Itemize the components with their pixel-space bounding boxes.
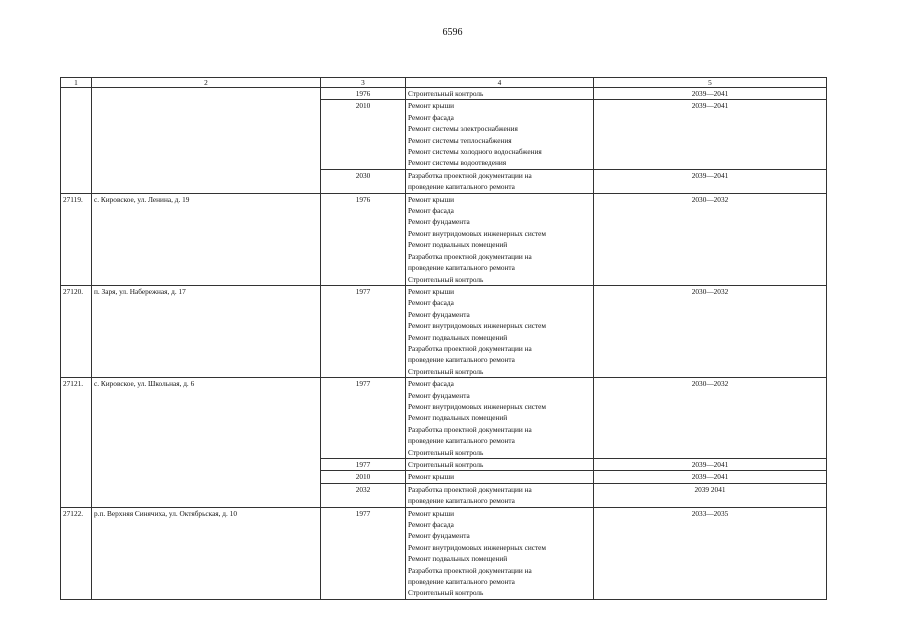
works-cell bbox=[406, 507, 594, 599]
work-item: Ремонт крыши bbox=[408, 508, 455, 518]
works-cell bbox=[406, 471, 594, 483]
period-cell: 2039—2041 bbox=[594, 459, 827, 471]
period-cell: 2039 2041 bbox=[594, 483, 827, 507]
year-cell: 1976 bbox=[321, 88, 406, 100]
table-row bbox=[61, 88, 827, 100]
address-cell bbox=[92, 88, 321, 194]
period-cell: 2039—2041 bbox=[594, 88, 827, 100]
work-item: Строительный контроль bbox=[408, 447, 484, 457]
row-number-cell: 27122. bbox=[61, 507, 92, 599]
works-cell bbox=[406, 459, 594, 471]
work-item: Ремонт фасада bbox=[408, 520, 454, 530]
work-item: Разработка проектной документации на bbox=[408, 170, 532, 180]
capital-repair-table bbox=[60, 77, 827, 600]
work-item: Ремонт фасада bbox=[408, 112, 454, 122]
work-item: Ремонт подвальных помещений bbox=[408, 332, 508, 342]
page-number: 6596 bbox=[442, 27, 463, 38]
table-row bbox=[61, 378, 827, 459]
year-cell: 2032 bbox=[321, 483, 406, 507]
work-item: Строительный контроль bbox=[408, 274, 484, 284]
column-header: 4 bbox=[406, 78, 594, 88]
work-item: проведение капитального ремонта bbox=[408, 263, 515, 273]
year-cell: 2030 bbox=[321, 169, 406, 193]
work-item: Ремонт фундамента bbox=[408, 531, 470, 541]
row-number-cell: 27120. bbox=[61, 285, 92, 377]
column-header: 5 bbox=[594, 78, 827, 88]
work-item: проведение капитального ремонта bbox=[408, 436, 515, 446]
address-cell: с. Кировское, ул. Ленина, д. 19 bbox=[92, 193, 321, 285]
work-item: Ремонт крыши bbox=[408, 194, 455, 204]
work-item: Ремонт фасада bbox=[408, 206, 454, 216]
period-cell: 2030—2032 bbox=[594, 193, 827, 285]
work-item: Строительный контроль bbox=[408, 366, 484, 376]
year-cell: 1977 bbox=[321, 507, 406, 599]
address-cell: р.п. Верхняя Синячиха, ул. Октябрьская, д. 10 bbox=[92, 507, 321, 599]
period-cell: 2039—2041 bbox=[594, 100, 827, 169]
works-cell bbox=[406, 378, 594, 459]
work-item: Ремонт фасада bbox=[408, 379, 454, 389]
work-item: Ремонт фундамента bbox=[408, 309, 470, 319]
works-cell bbox=[406, 88, 594, 100]
work-item: Строительный контроль bbox=[408, 460, 484, 469]
row-number-cell: 27121. bbox=[61, 378, 92, 507]
work-item: Строительный контроль bbox=[408, 89, 484, 98]
period-cell: 2030—2032 bbox=[594, 285, 827, 377]
work-item: Ремонт системы электроснабжения bbox=[408, 124, 518, 134]
work-item: Разработка проектной документации на bbox=[408, 251, 532, 261]
work-item: Ремонт внутридомовых инженерных систем bbox=[408, 401, 547, 411]
column-header-row bbox=[61, 78, 827, 88]
work-item: Разработка проектной документации на bbox=[408, 565, 532, 575]
period-cell: 2039—2041 bbox=[594, 471, 827, 483]
period-cell: 2033—2035 bbox=[594, 507, 827, 599]
work-item: Разработка проектной документации на bbox=[408, 424, 532, 434]
table-row bbox=[61, 193, 827, 285]
work-item: проведение капитального ремонта bbox=[408, 355, 515, 365]
period-cell: 2039—2041 bbox=[594, 169, 827, 193]
year-cell: 1977 bbox=[321, 285, 406, 377]
works-cell bbox=[406, 193, 594, 285]
work-item: Ремонт фасада bbox=[408, 298, 454, 308]
work-item: проведение капитального ремонта bbox=[408, 577, 515, 587]
work-item: Ремонт внутридомовых инженерных систем bbox=[408, 321, 547, 331]
row-number-cell: 27119. bbox=[61, 193, 92, 285]
work-item: Ремонт крыши bbox=[408, 472, 455, 482]
table-body bbox=[61, 78, 827, 600]
period-cell: 2030—2032 bbox=[594, 378, 827, 459]
work-item: Ремонт крыши bbox=[408, 286, 455, 296]
work-item: Разработка проектной документации на bbox=[408, 343, 532, 353]
year-cell: 2010 bbox=[321, 100, 406, 169]
works-cell bbox=[406, 100, 594, 169]
work-item: Ремонт системы водоотведения bbox=[408, 158, 507, 168]
table-row bbox=[61, 285, 827, 377]
work-item: Ремонт фундамента bbox=[408, 217, 470, 227]
address-cell: с. Кировское, ул. Школьная, д. 6 bbox=[92, 378, 321, 507]
works-cell bbox=[406, 169, 594, 193]
work-item: Ремонт подвальных помещений bbox=[408, 554, 508, 564]
work-item: Ремонт системы теплоснабжения bbox=[408, 135, 512, 145]
row-number-cell bbox=[61, 88, 92, 194]
work-item: Ремонт фундамента bbox=[408, 390, 470, 400]
year-cell: 1977 bbox=[321, 378, 406, 459]
year-cell: 1977 bbox=[321, 459, 406, 471]
column-header: 1 bbox=[61, 78, 92, 88]
table-row bbox=[61, 507, 827, 599]
address-cell: п. Заря, ул. Набережная, д. 17 bbox=[92, 285, 321, 377]
year-cell: 2010 bbox=[321, 471, 406, 483]
works-cell bbox=[406, 285, 594, 377]
work-item: Строительный контроль bbox=[408, 588, 484, 598]
work-item: Ремонт крыши bbox=[408, 101, 455, 111]
work-item: Разработка проектной документации на bbox=[408, 484, 532, 494]
work-item: Ремонт системы холодного водоснабжения bbox=[408, 147, 542, 157]
work-item: Ремонт подвальных помещений bbox=[408, 240, 508, 250]
year-cell: 1976 bbox=[321, 193, 406, 285]
column-header: 3 bbox=[321, 78, 406, 88]
work-item: Ремонт внутридомовых инженерных систем bbox=[408, 228, 547, 238]
works-cell bbox=[406, 483, 594, 507]
work-item: проведение капитального ремонта bbox=[408, 496, 515, 506]
work-item: проведение капитального ремонта bbox=[408, 182, 515, 192]
column-header: 2 bbox=[92, 78, 321, 88]
work-item: Ремонт подвальных помещений bbox=[408, 413, 508, 423]
work-item: Ремонт внутридомовых инженерных систем bbox=[408, 542, 547, 552]
